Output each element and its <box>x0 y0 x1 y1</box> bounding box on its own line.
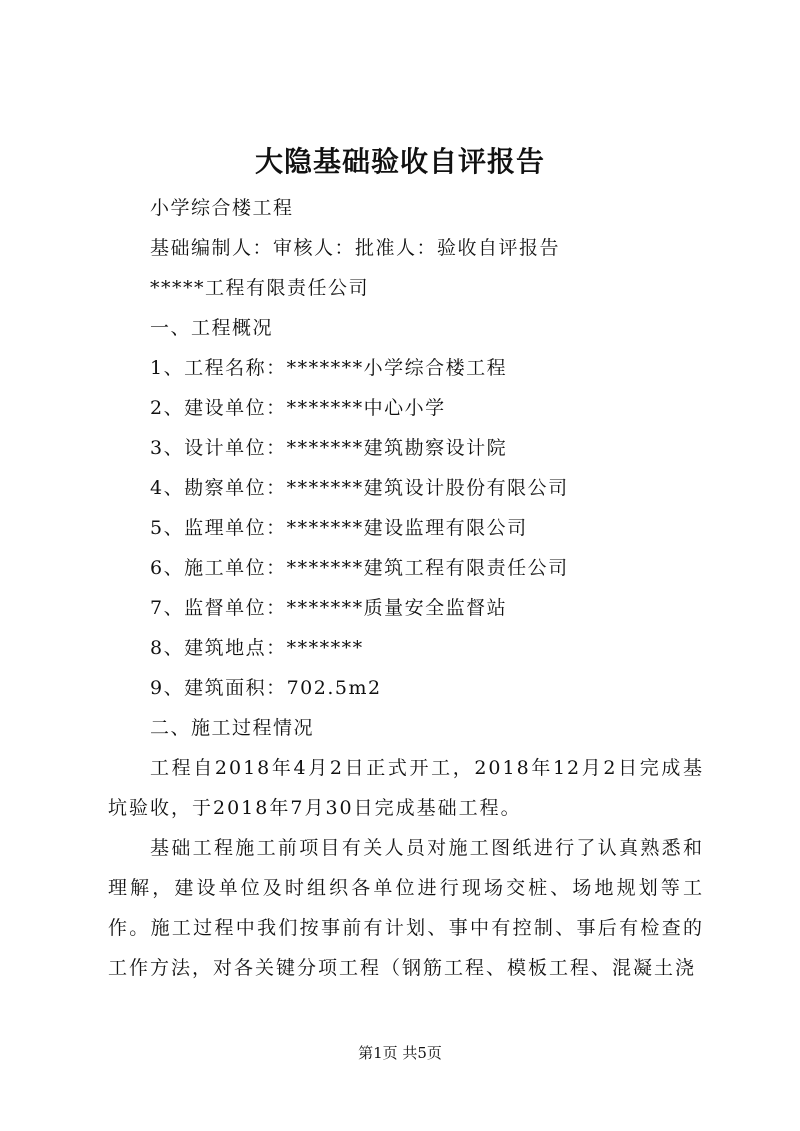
company-line: *****工程有限责任公司 <box>150 277 370 299</box>
overview-item-design-unit: 3、设计单位：*******建筑勘察设计院 <box>150 437 508 459</box>
paragraph-schedule: 工程自2018年4月2日正式开工，2018年12月2日完成基坑验收，于2018年7月30日完成基础工程。 <box>108 757 704 819</box>
overview-item-contractor: 6、施工单位：*******建筑工程有限责任公司 <box>150 557 569 579</box>
signatories-line: 基础编制人：审核人：批准人：验收自评报告 <box>150 237 561 259</box>
overview-item-project-name: 1、工程名称：*******小学综合楼工程 <box>150 357 508 379</box>
overview-item-survey-unit: 4、勘察单位：*******建筑设计股份有限公司 <box>150 477 569 499</box>
overview-item-supervision-unit: 5、监理单位：*******建设监理有限公司 <box>150 517 528 539</box>
section-heading-overview: 一、工程概况 <box>150 317 274 339</box>
overview-item-location: 8、建筑地点：******* <box>150 637 364 659</box>
document-title: 大隐基础验收自评报告 <box>254 145 545 178</box>
page-number-footer: 第1页 共5页 <box>358 1044 442 1062</box>
overview-item-inspection-station: 7、监督单位：*******质量安全监督站 <box>150 597 508 619</box>
overview-item-floor-area: 9、建筑面积：702.5m2 <box>150 677 382 699</box>
project-name-line: 小学综合楼工程 <box>150 197 294 219</box>
overview-item-construction-unit: 2、建设单位：*******中心小学 <box>150 397 446 419</box>
paragraph-preparation: 基础工程施工前项目有关人员对施工图纸进行了认真熟悉和理解，建设单位及时组织各单位进行现场交桩、场地规划等工作。施工过程中我们按事前有计划、事中有控制、事后有检查的工作方法，对各关键分项工程（钢筋工程、模板工程、混凝土浇 <box>108 837 704 979</box>
document-body <box>108 188 704 988</box>
section-heading-construction-process: 二、施工过程情况 <box>150 717 315 739</box>
